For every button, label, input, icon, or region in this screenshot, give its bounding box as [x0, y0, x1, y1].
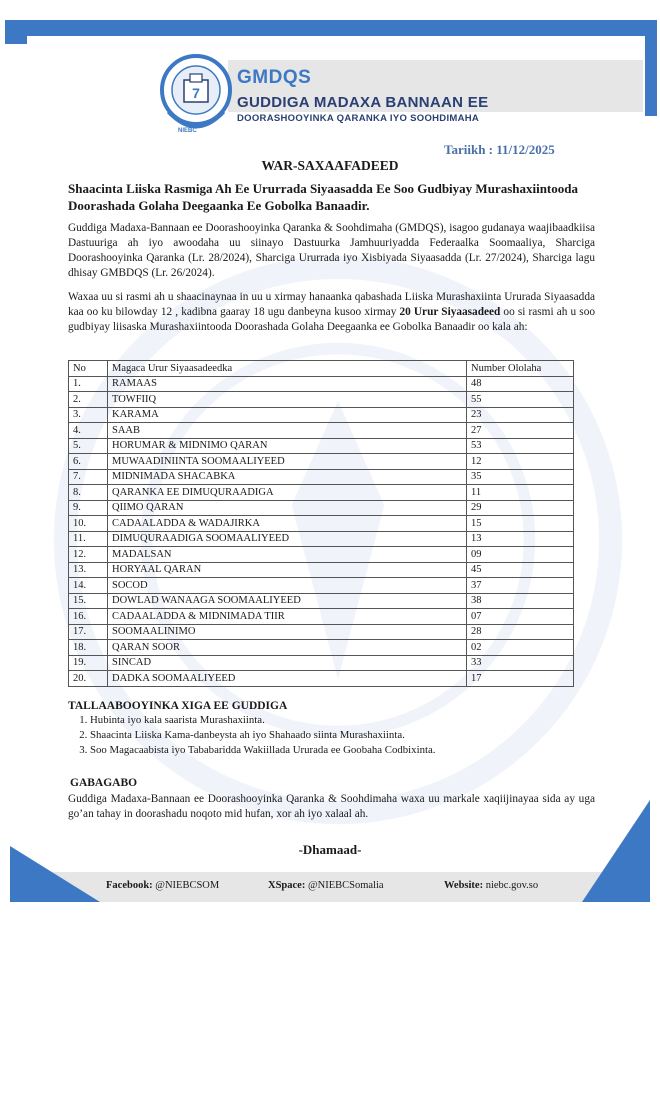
- brand-block: [237, 67, 488, 124]
- table-row: [69, 469, 574, 485]
- cell-campaign-number: 28: [467, 624, 574, 640]
- announcement-paragraph: [68, 290, 595, 335]
- announcement-text-before: Waxaa uu si rasmi ah u shaacinaynaa in uu u xirmay hanaanka qabashada Liiska Murashaxiinta Ururada Siyaasadda kaa oo ku bilowday 12 , kadibna gaaray 18 ugu danbeyna kusoo xirmay: [68, 291, 595, 318]
- conclusion-paragraph: Guddiga Madaxa-Bannaan ee Doorashooyinka Qaranka & Soohdimaha waxa uu markale xaqiijinayaa sida ay uga go’an tahay in doorashadu noqoto mid hufan, xor ah iyo xalaal ah.: [68, 793, 595, 820]
- cell-party-name: HORUMAR & MIDNIMO QARAN: [108, 438, 467, 454]
- cell-campaign-number: 02: [467, 640, 574, 656]
- release-date: Tariikh : 11/12/2025: [444, 142, 555, 157]
- cell-party-name: MUWAADINIINTA SOOMAALIYEED: [108, 454, 467, 470]
- cell-party-name: QIIMO QARAN: [108, 500, 467, 516]
- cell-campaign-number: 23: [467, 407, 574, 423]
- cell-no: 4.: [69, 423, 108, 439]
- cell-campaign-number: 45: [467, 562, 574, 578]
- facebook-label: Facebook:: [106, 880, 153, 891]
- cell-party-name: TOWFIIQ: [108, 392, 467, 408]
- cell-party-name: HORYAAL QARAN: [108, 562, 467, 578]
- list-item: 3. Soo Magacaabista iyo Tababaridda Wakiillada Ururada ee Goobaha Codbixinta.: [90, 743, 610, 758]
- table-row: [69, 392, 574, 408]
- cell-party-name: DADKA SOOMAALIYEED: [108, 671, 467, 687]
- footer-xspace: [268, 880, 384, 891]
- cell-party-name: MADALSAN: [108, 547, 467, 563]
- header-left-band: [5, 20, 27, 44]
- table-row: [69, 547, 574, 563]
- cell-campaign-number: 35: [467, 469, 574, 485]
- table-row: [69, 578, 574, 594]
- xspace-link[interactable]: @NIEBCSomalia: [307, 880, 384, 891]
- table-row: [69, 500, 574, 516]
- table-row: [69, 376, 574, 392]
- cell-campaign-number: 07: [467, 609, 574, 625]
- cell-party-name: SOCOD: [108, 578, 467, 594]
- cell-no: 13.: [69, 562, 108, 578]
- next-steps-heading: TALLAABOOYINKA XIGA EE GUDDIGA: [68, 700, 288, 712]
- table-row: [69, 423, 574, 439]
- cell-party-name: QARANKA EE DIMUQURAADIGA: [108, 485, 467, 501]
- footer-facebook: [106, 880, 219, 891]
- cell-party-name: CADAALADDA & MIDNIMADA TIIR: [108, 609, 467, 625]
- cell-campaign-number: 27: [467, 423, 574, 439]
- cell-no: 15.: [69, 593, 108, 609]
- table-row: [69, 609, 574, 625]
- announcement-count: 20 Urur Siyaasadeed: [399, 306, 501, 318]
- brand-subline: DOORASHOOYINKA QARANKA IYO SOOHDIMAHA: [237, 113, 480, 124]
- document-subtitle: Shaacinta Liiska Rasmiga Ah Ee Ururrada Siyaasadda Ee Soo Gudbiyay Murashaxiintooda Doorashada Golaha Deegaanka Ee Gobolka Banaadir.: [68, 181, 578, 213]
- cell-no: 2.: [69, 392, 108, 408]
- next-steps-list: [70, 713, 610, 758]
- table-body: [69, 376, 574, 686]
- table-row: [69, 655, 574, 671]
- announcement-text-after: oo si rasmi ah u soo gudbiyay liisaska Murashaxiintooda Doorashada Golaha Deegaanka ee Gobolka Banaadir oo kala ah:: [68, 306, 595, 333]
- table-row: [69, 562, 574, 578]
- cell-no: 19.: [69, 655, 108, 671]
- cell-campaign-number: 11: [467, 485, 574, 501]
- cell-no: 11.: [69, 531, 108, 547]
- column-header-name: Magaca Urur Siyaasadeedka: [108, 361, 467, 377]
- brand-abbreviation: GMDQS: [237, 67, 312, 88]
- list-item: 2. Shaacinta Liiska Kama-danbeysta ah iyo Shahaado siinta Murashaxiinta.: [90, 728, 610, 743]
- xspace-label: XSpace:: [268, 880, 306, 891]
- document-title: WAR-SAXAAFADEED: [261, 158, 399, 173]
- website-label: Website:: [444, 880, 484, 891]
- column-header-number: Number Ololaha: [467, 361, 574, 377]
- table-row: [69, 531, 574, 547]
- cell-campaign-number: 38: [467, 593, 574, 609]
- cell-campaign-number: 55: [467, 392, 574, 408]
- cell-no: 12.: [69, 547, 108, 563]
- cell-no: 9.: [69, 500, 108, 516]
- footer-website: [444, 880, 538, 891]
- header-top-band: [5, 20, 655, 36]
- table-header-row: [69, 361, 574, 377]
- cell-campaign-number: 29: [467, 500, 574, 516]
- cell-party-name: DIMUQURAADIGA SOOMAALIYEED: [108, 531, 467, 547]
- cell-campaign-number: 12: [467, 454, 574, 470]
- table-row: [69, 516, 574, 532]
- cell-campaign-number: 15: [467, 516, 574, 532]
- table-row: [69, 438, 574, 454]
- list-item: 1. Hubinta iyo kala saarista Murashaxiinta.: [90, 713, 610, 728]
- cell-party-name: SAAB: [108, 423, 467, 439]
- cell-no: 20.: [69, 671, 108, 687]
- cell-campaign-number: 09: [467, 547, 574, 563]
- cell-no: 5.: [69, 438, 108, 454]
- table-row: [69, 593, 574, 609]
- table-row: [69, 454, 574, 470]
- cell-party-name: CADAALADDA & WADAJIRKA: [108, 516, 467, 532]
- brand-name: GUDDIGA MADAXA BANNAAN EE: [237, 94, 489, 111]
- cell-campaign-number: 33: [467, 655, 574, 671]
- cell-party-name: RAMAAS: [108, 376, 467, 392]
- table-row: [69, 485, 574, 501]
- cell-campaign-number: 37: [467, 578, 574, 594]
- svg-text:7: 7: [192, 85, 200, 101]
- cell-campaign-number: 17: [467, 671, 574, 687]
- table-row: [69, 640, 574, 656]
- cell-no: 1.: [69, 376, 108, 392]
- cell-no: 10.: [69, 516, 108, 532]
- cell-party-name: SINCAD: [108, 655, 467, 671]
- cell-no: 14.: [69, 578, 108, 594]
- logo-caption: NIEBC: [178, 128, 197, 134]
- header-right-band: [645, 20, 657, 116]
- table-row: [69, 407, 574, 423]
- cell-party-name: DOWLAD WANAAGA SOOMAALIYEED: [108, 593, 467, 609]
- conclusion-heading: GABAGABO: [70, 777, 138, 789]
- intro-paragraph: Guddiga Madaxa-Bannaan ee Doorashooyinka Qaranka & Soohdimaha (GMDQS), isagoo gudanaya waajibaadkiisa Dastuuriga ah iyo awoodaha uu siinayo Dastuurka Jamhuuriyadda Federaalka Soomaaliya, Sharciga Doorashooyinka Qaranka (Lr. 28/2024), Sharciga Ururrada iyo Xisbiyada Siyaasadda (Lr. 27/2024), Sharciga lagu dhisay GMBDQS (Lr. 26/2024).: [68, 222, 595, 279]
- cell-party-name: QARAN SOOR: [108, 640, 467, 656]
- cell-no: 18.: [69, 640, 108, 656]
- cell-campaign-number: 53: [467, 438, 574, 454]
- cell-party-name: SOOMAALINIMO: [108, 624, 467, 640]
- table-row: [69, 671, 574, 687]
- cell-no: 17.: [69, 624, 108, 640]
- parties-table: [68, 360, 574, 687]
- cell-no: 3.: [69, 407, 108, 423]
- cell-no: 6.: [69, 454, 108, 470]
- table-row: [69, 624, 574, 640]
- cell-no: 8.: [69, 485, 108, 501]
- cell-party-name: MIDNIMADA SHACABKA: [108, 469, 467, 485]
- cell-campaign-number: 13: [467, 531, 574, 547]
- closing-mark: -Dhamaad-: [298, 842, 362, 857]
- website-link[interactable]: niebc.gov.so: [485, 880, 539, 891]
- cell-campaign-number: 48: [467, 376, 574, 392]
- facebook-link[interactable]: @NIEBCSOM: [155, 880, 220, 891]
- cell-no: 16.: [69, 609, 108, 625]
- cell-party-name: KARAMA: [108, 407, 467, 423]
- cell-no: 7.: [69, 469, 108, 485]
- column-header-no: No: [69, 361, 108, 377]
